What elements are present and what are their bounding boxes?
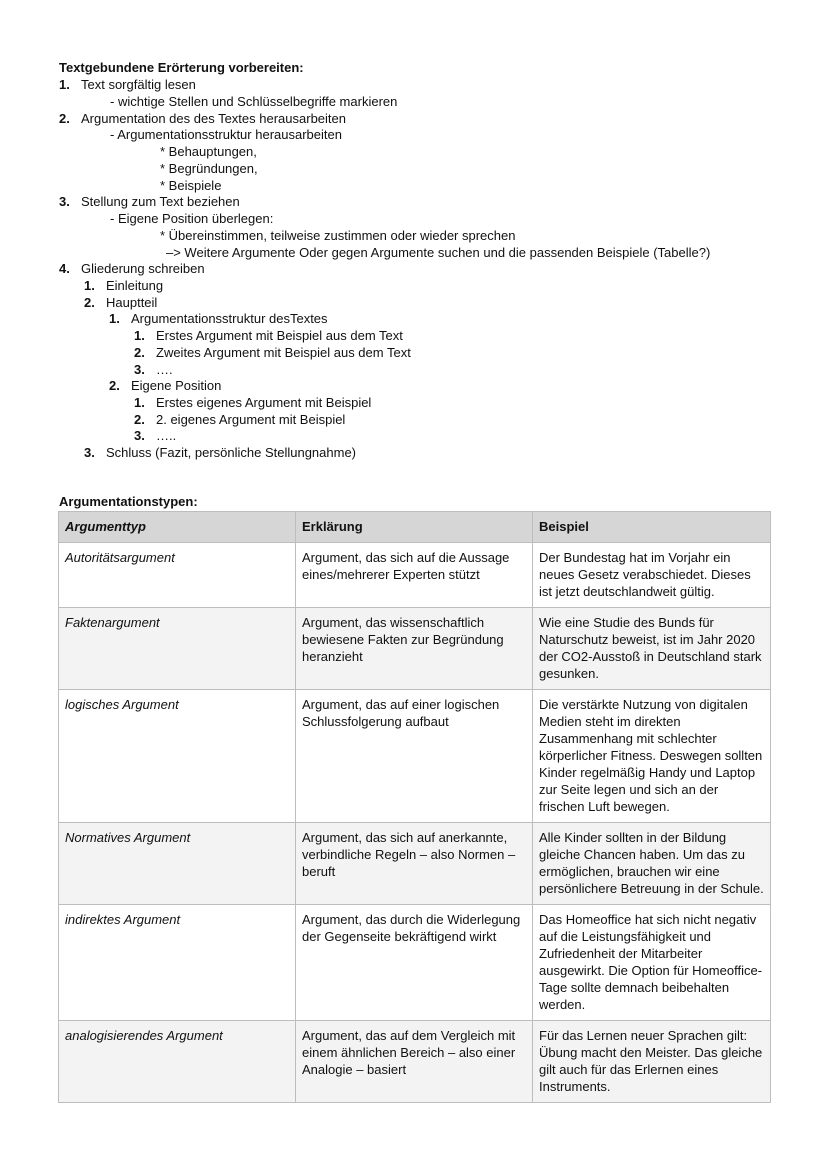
cell-explanation: Argument, das durch die Widerlegung der Gegenseite bekräftigend wirkt	[296, 905, 533, 1021]
outline-bullet: * Beispiele	[160, 178, 222, 193]
cell-example: Der Bundestag hat im Vorjahr ein neues Gesetz verabschiedet. Dieses ist jetzt deutschlandweit gültig.	[533, 543, 771, 608]
cell-example: Alle Kinder sollten in der Bildung gleiche Chancen haben. Um das zu ermöglichen, brauchen wir eine persönlichere Betreuung in der Schule.	[533, 823, 771, 905]
outline-level3-item	[109, 310, 328, 327]
item-number: 1.	[109, 311, 120, 326]
outline-title: Textgebundene Erörterung vorbereiten:	[59, 60, 304, 75]
item-number: 2.	[59, 111, 70, 126]
outline-level4-item	[134, 411, 345, 428]
item-number: 3.	[84, 445, 95, 460]
outline-item-1	[59, 76, 196, 93]
column-header-argumenttyp: Argumenttyp	[59, 512, 296, 543]
item-number: 2.	[84, 295, 95, 310]
table-header-row	[59, 512, 771, 543]
outline-level2-item	[84, 294, 157, 311]
table-row	[59, 1021, 771, 1103]
item-number: 3.	[134, 428, 145, 443]
table-title: Argumentationstypen:	[59, 494, 198, 509]
item-text: Hauptteil	[106, 295, 158, 310]
outline-item-3	[59, 193, 240, 210]
item-text: Erstes eigenes Argument mit Beispiel	[156, 395, 372, 410]
item-number: 1.	[134, 395, 145, 410]
item-number: 3.	[134, 362, 145, 377]
item-number: 2.	[134, 412, 145, 427]
outline-subitem: - wichtige Stellen und Schlüsselbegriffe markieren	[110, 94, 398, 109]
outline-level3-item	[109, 377, 221, 394]
outline-level4-item	[134, 327, 403, 344]
cell-example: Das Homeoffice hat sich nicht negativ auf die Leistungsfähigkeit und Zufriedenheit der Mitarbeiter ausgewirkt. Die Option für Homeoffice-Tage sollte demnach beibehalten werden.	[533, 905, 771, 1021]
cell-example: Für das Lernen neuer Sprachen gilt: Übung macht den Meister. Das gleiche gilt auch für das Erlernen eines Instruments.	[533, 1021, 771, 1103]
item-text: Zweites Argument mit Beispiel aus dem Text	[156, 345, 411, 360]
outline-bullet: * Begründungen,	[160, 161, 258, 176]
outline-bullet: * Behauptungen,	[160, 144, 257, 159]
cell-example: Die verstärkte Nutzung von digitalen Medien steht im direkten Zusammenhang mit schlechter körperlicher Fitness. Deswegen sollten Kinder regelmäßig Handy und Laptop zur Seite legen und sich an der frischen Luft bewegen.	[533, 690, 771, 823]
item-text: ….	[156, 362, 173, 377]
cell-argument-type: Faktenargument	[59, 608, 296, 690]
column-header-erklaerung: Erklärung	[296, 512, 533, 543]
table-row	[59, 608, 771, 690]
cell-argument-type: Autoritätsargument	[59, 543, 296, 608]
cell-explanation: Argument, das sich auf die Aussage eines/mehrerer Experten stützt	[296, 543, 533, 608]
table-row	[59, 905, 771, 1021]
item-number: 2.	[134, 345, 145, 360]
outline-item-4	[59, 260, 205, 277]
column-header-beispiel: Beispiel	[533, 512, 771, 543]
item-text: Argumentation des des Textes herausarbeiten	[81, 111, 346, 126]
outline-level4-item	[134, 361, 173, 378]
item-text: Stellung zum Text beziehen	[81, 194, 240, 209]
item-number: 2.	[109, 378, 120, 393]
outline-subitem: - Argumentationsstruktur herausarbeiten	[110, 127, 342, 142]
outline-level2-item	[84, 444, 356, 461]
outline-arrow-line: –> Weitere Argumente Oder gegen Argumente suchen und die passenden Beispiele (Tabelle?)	[166, 245, 711, 260]
item-text: Einleitung	[106, 278, 164, 293]
table-row	[59, 690, 771, 823]
cell-example: Wie eine Studie des Bunds für Naturschutz beweist, ist im Jahr 2020 der CO2-Ausstoß in Deutschland stark gesunken.	[533, 608, 771, 690]
item-number: 1.	[59, 77, 70, 92]
item-text: Schluss (Fazit, persönliche Stellungnahme)	[106, 445, 357, 460]
outline-subitem: - Eigene Position überlegen:	[110, 211, 274, 226]
item-number: 1.	[84, 278, 95, 293]
item-text: Erstes Argument mit Beispiel aus dem Text	[156, 328, 403, 343]
item-text: …..	[156, 428, 177, 443]
outline-level4-item	[134, 394, 371, 411]
item-text: 2. eigenes Argument mit Beispiel	[156, 412, 346, 427]
argument-types-table	[58, 511, 771, 1103]
item-number: 4.	[59, 261, 70, 276]
table-row	[59, 823, 771, 905]
cell-argument-type: indirektes Argument	[59, 905, 296, 1021]
item-text: Eigene Position	[131, 378, 222, 393]
item-text: Argumentationsstruktur desTextes	[131, 311, 328, 326]
cell-argument-type: logisches Argument	[59, 690, 296, 823]
item-text: Gliederung schreiben	[81, 261, 205, 276]
cell-explanation: Argument, das sich auf anerkannte, verbindliche Regeln – also Normen – beruft	[296, 823, 533, 905]
cell-argument-type: analogisierendes Argument	[59, 1021, 296, 1103]
cell-explanation: Argument, das auf dem Vergleich mit einem ähnlichen Bereich – also einer Analogie – basiert	[296, 1021, 533, 1103]
cell-explanation: Argument, das auf einer logischen Schlussfolgerung aufbaut	[296, 690, 533, 823]
outline-level2-item	[84, 277, 163, 294]
cell-argument-type: Normatives Argument	[59, 823, 296, 905]
cell-explanation: Argument, das wissenschaftlich bewiesene Fakten zur Begründung heranzieht	[296, 608, 533, 690]
item-number: 3.	[59, 194, 70, 209]
outline-level4-item	[134, 427, 176, 444]
outline-bullet: * Übereinstimmen, teilweise zustimmen oder wieder sprechen	[160, 228, 516, 243]
item-text: Text sorgfältig lesen	[81, 77, 196, 92]
outline-level4-item	[134, 344, 411, 361]
item-number: 1.	[134, 328, 145, 343]
table-row	[59, 543, 771, 608]
outline-item-2	[59, 110, 346, 127]
